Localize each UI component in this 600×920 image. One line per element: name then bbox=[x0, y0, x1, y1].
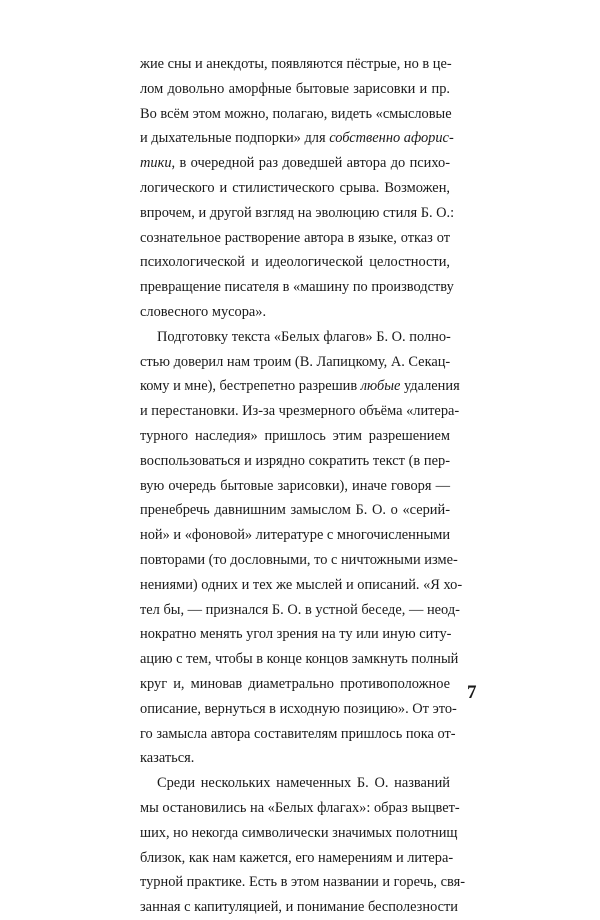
text-line: Подготовку текста «Белых флагов» Б. О. полно- bbox=[157, 328, 451, 345]
text-line: впрочем, и другой взгляд на эволюцию стиля Б. О.: bbox=[140, 204, 455, 221]
text-line: тики, в очередной раз доведшей автора до психо- bbox=[140, 155, 450, 172]
text-line: занная с капитуляцией, и понимание бесполезности bbox=[140, 899, 458, 916]
text-line: жие сны и анекдоты, появляются пёстрые, но в це- bbox=[140, 56, 452, 72]
text-line: и дыхательные подпорки» для собственно афорис- bbox=[140, 130, 454, 147]
text-line: повторами (то дословными, то с ничтожными изме- bbox=[140, 551, 458, 568]
text-line: словесного мусора». bbox=[140, 303, 267, 320]
text-line: мы остановились на «Белых флагах»: образ выцвет- bbox=[140, 799, 460, 816]
page-number: 7 bbox=[467, 682, 477, 703]
text-line: тел бы, — признался Б. О. в устной беседе, — неод- bbox=[140, 601, 460, 618]
text-line: пренебречь давнишним замыслом Б. О. о «серий- bbox=[140, 502, 450, 519]
text-line: описание, вернуться в исходную позицию». От это- bbox=[140, 700, 457, 717]
text-line: Среди нескольких намеченных Б. О. названий bbox=[157, 775, 450, 792]
text-line: лом довольно аморфные бытовые зарисовки и пр. bbox=[140, 80, 450, 97]
text-line: и перестановки. Из-за чрезмерного объёма «литера- bbox=[140, 403, 460, 420]
text-line: логического и стилистического срыва. Возможен, bbox=[140, 179, 450, 196]
text-line: превращение писателя в «машину по производству bbox=[140, 279, 454, 296]
text-line: ших, но некогда символически значимых полотнищ bbox=[140, 824, 458, 841]
text-line: близок, как нам кажется, его намерениям и литера- bbox=[140, 849, 454, 866]
text-line: круг и, миновав диаметрально противоположное bbox=[140, 675, 450, 692]
text-line: нениями) одних и тех же мыслей и описаний. «Я хо- bbox=[140, 576, 463, 593]
paragraph-1 bbox=[140, 52, 455, 325]
text-line: воспользоваться и изрядно сократить текст (в пер- bbox=[140, 452, 450, 469]
text-line: го замысла автора составителям пришлось пока от- bbox=[140, 725, 456, 742]
text-line: ацию с тем, чтобы в конце концов замкнуть полный bbox=[140, 651, 459, 668]
text-line: турного наследия» пришлось этим разрешением bbox=[140, 427, 450, 444]
text-line: сознательное растворение автора в языке, отказ от bbox=[140, 229, 450, 246]
paragraph-3 bbox=[140, 771, 466, 920]
paragraph-2 bbox=[140, 325, 463, 771]
text-line: кому и мне), бестрепетно разрешив любые удаления bbox=[140, 378, 460, 395]
text-line: Во всём этом можно, полагаю, видеть «смысловые bbox=[140, 105, 452, 122]
text-line: психологической и идеологической целостности, bbox=[140, 254, 450, 271]
text-line: нократно менять угол зрения на ту или иную ситу- bbox=[140, 626, 452, 643]
text-line: вую очередь бытовые зарисовки), иначе говоря — bbox=[140, 477, 450, 494]
text-line: ной» и «фоновой» литературе с многочисленными bbox=[140, 527, 451, 544]
text-line: стью доверил нам троим (В. Лапицкому, А. Секац- bbox=[140, 353, 451, 370]
text-line: турной практике. Есть в этом названии и горечь, свя- bbox=[140, 874, 466, 891]
body-text bbox=[140, 52, 466, 920]
text-line: казаться. bbox=[140, 750, 195, 767]
